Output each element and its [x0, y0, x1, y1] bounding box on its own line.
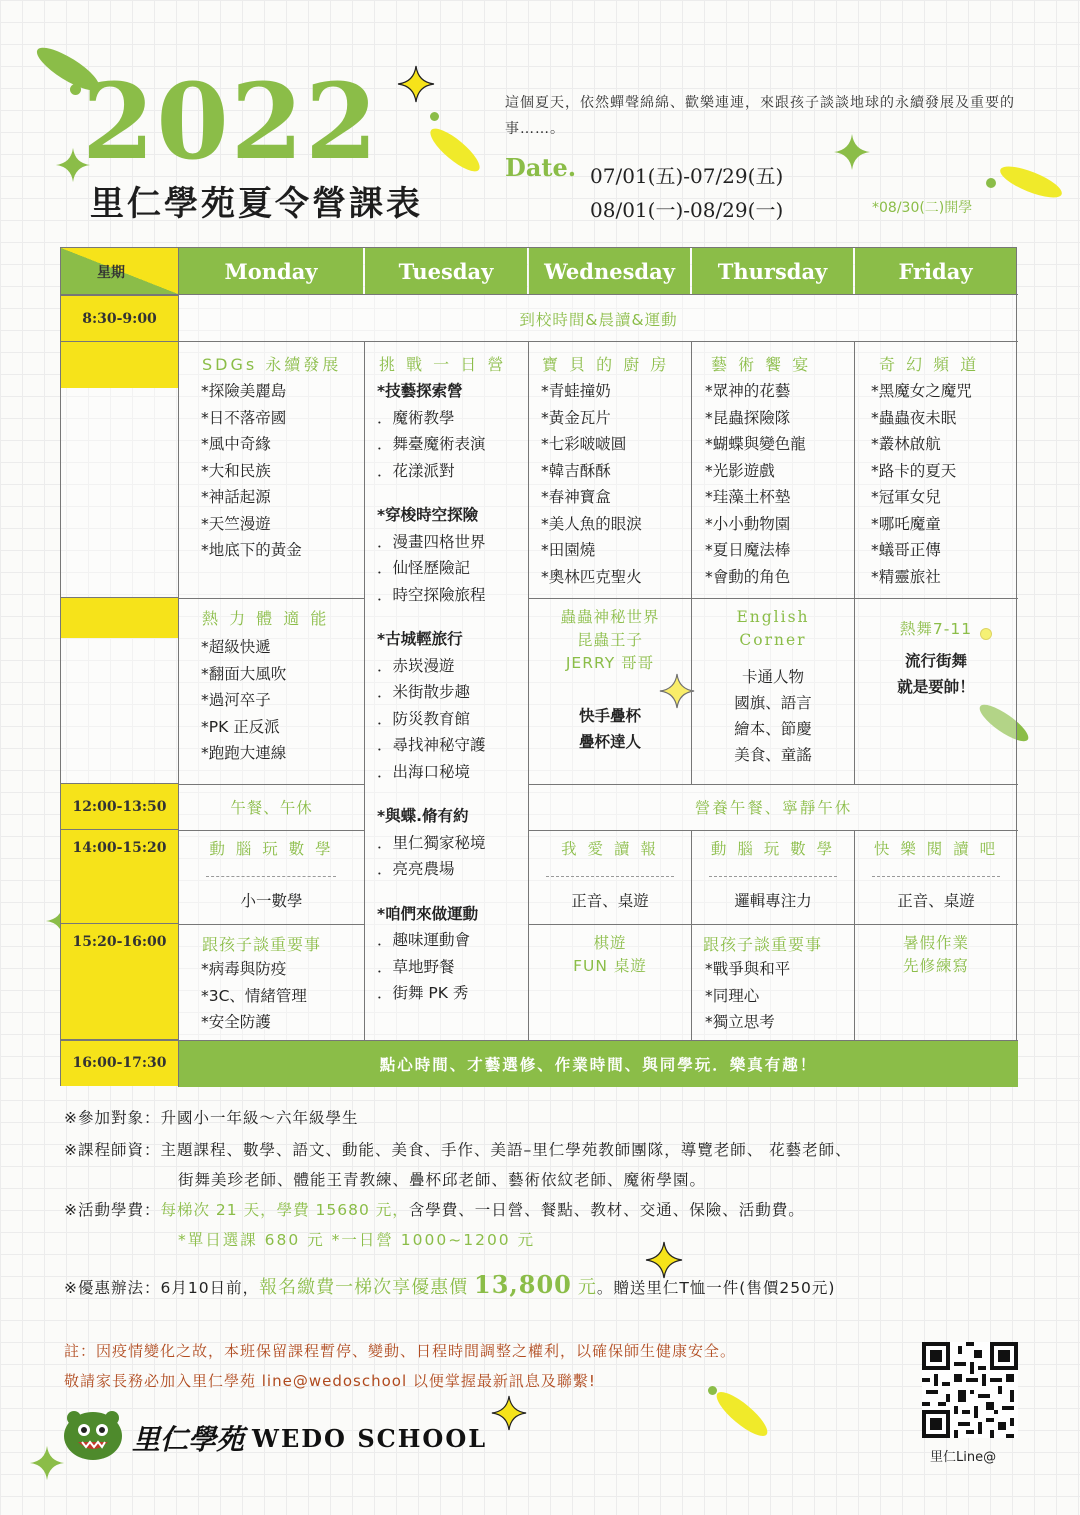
grid-line — [178, 784, 364, 785]
list-item: *冠軍女兒 — [871, 488, 941, 506]
thu-block4-title: 動 腦 玩 數 學 — [710, 840, 836, 858]
grid-line — [528, 830, 1018, 831]
fee-highlight: 每梯次 21 天，學費 15680 元， — [160, 1201, 409, 1219]
list-item: *地底下的黃金 — [201, 541, 302, 559]
fri-block5-title — [855, 932, 1017, 978]
mon-block5-title: 跟孩子談重要事 — [202, 935, 322, 954]
fri-block2-subject — [855, 648, 1017, 700]
list-item: 國旗、語言 — [734, 694, 812, 712]
list-item: *小小動物園 — [705, 514, 791, 533]
list-item: *同理心 — [705, 986, 760, 1005]
mon-block1-title: SDGs 永續發展 — [202, 355, 342, 374]
tue-title: 挑 戰 一 日 營 — [379, 355, 507, 374]
day-header-thursday: Thursday — [692, 248, 853, 294]
list-item: *叢林啟航 — [871, 435, 941, 453]
weekday-label: 星期 — [97, 265, 125, 281]
afternoon-activity: 點心時間、才藝選修、作業時間、與同學玩．樂真有趣！ — [379, 1056, 818, 1074]
list-item: *眾神的花藝 — [705, 382, 791, 400]
thu-block4-subject: 邏輯專注力 — [734, 892, 812, 910]
time-slot: 16:00-17:30 — [61, 1040, 178, 1086]
list-item: ．亮亮農場 — [377, 860, 455, 878]
list-item: ．防災教育館 — [377, 709, 471, 728]
fri-block4-subject: 正音、桌遊 — [897, 892, 975, 910]
mon-block5-list — [201, 956, 307, 1036]
list-item: *美人魚的眼淚 — [541, 514, 642, 533]
green-dot-decoration — [708, 1386, 717, 1395]
list-item: 卡通人物 — [741, 668, 804, 686]
list-item: *大和民族 — [201, 461, 271, 480]
thu-block5-list — [705, 956, 790, 1036]
tue-section-header: *與蝶.脩有約 — [377, 807, 469, 825]
tue-section-header: *穿梭時空探險 — [377, 506, 479, 524]
promo-unit: 元 — [577, 1277, 597, 1298]
wed-block5-title-line: FUN 桌遊 — [573, 957, 647, 975]
mascot-logo — [62, 1408, 124, 1462]
wide-lunch: 營養午餐、寧靜午休 — [694, 799, 853, 817]
wed-block4-subject: 正音、桌遊 — [571, 892, 649, 910]
mon-block2-list — [201, 634, 286, 767]
time-slot: 14:00-15:20 — [61, 830, 178, 924]
note-fee — [64, 1198, 805, 1220]
grid-line — [61, 294, 1018, 295]
day-header-tuesday: Tuesday — [365, 248, 527, 294]
tue-section-header: *咱們來做運動 — [377, 904, 479, 923]
promo-highlight: 報名繳費一梯次享優惠價 — [259, 1277, 469, 1298]
wed-block5-title — [529, 932, 691, 978]
grid-line — [854, 342, 855, 784]
list-item: *黃金瓦片 — [541, 408, 611, 427]
note-promo — [64, 1270, 835, 1299]
fri-block2-title: 熱舞7-11 — [899, 620, 973, 638]
fee-label: ※活動學費： — [64, 1201, 161, 1219]
dashed-divider — [206, 876, 336, 877]
fri-block1-list — [871, 378, 972, 590]
thu-block2-title-line: Corner — [739, 631, 807, 649]
list-item: ．草地野餐 — [377, 957, 455, 976]
arrival-activity: 到校時間&晨讀&運動 — [519, 311, 678, 329]
list-item: *天竺漫遊 — [201, 514, 271, 533]
sparkle-icon — [28, 1444, 66, 1482]
day-header-wednesday: Wednesday — [529, 248, 690, 294]
fee-detail: 含學費、一日營、餐點、教材、交通、保險、活動費。 — [408, 1201, 805, 1219]
list-item: *黑魔女之魔咒 — [871, 382, 972, 400]
green-dot-decoration — [430, 112, 439, 121]
sparkle-icon — [396, 64, 436, 104]
time-slot: 15:20-16:00 — [61, 924, 178, 1040]
weekday-corner-cell — [61, 248, 178, 294]
tue-section-header: *技藝探索營 — [377, 382, 463, 400]
grid-line — [178, 924, 364, 925]
tue-section-header: *古城輕旅行 — [377, 630, 463, 648]
list-item: *日不落帝國 — [201, 408, 287, 427]
list-item: *蝴蝶與變色龍 — [705, 435, 806, 453]
date-range-2: 08/01(一)-08/29(一) — [590, 198, 784, 222]
list-item: *過河卒子 — [201, 691, 271, 709]
thu-block5-title: 跟孩子談重要事 — [703, 935, 823, 954]
grid-line — [691, 830, 692, 1040]
afternoon-bar — [179, 1041, 1018, 1087]
sparkle-icon — [490, 1394, 528, 1432]
dashed-divider — [709, 876, 837, 877]
list-item: *探險美麗島 — [201, 382, 287, 400]
yellow-leaf-decoration — [425, 122, 485, 177]
list-item: *光影遊戲 — [705, 461, 775, 480]
brand-name-en: WEDO SCHOOL — [252, 1424, 488, 1453]
fri-block5-title-line: 先修練寫 — [902, 957, 969, 975]
time-slot: 12:00-13:50 — [61, 784, 178, 830]
list-item: ．里仁獨家秘境 — [377, 833, 486, 852]
warning-notice: 註：因疫情變化之故，本班保留課程暫停、變動、日程時間調整之權利，以確保師生健康安全。 — [64, 1342, 737, 1360]
list-item: ．花漾派對 — [377, 461, 455, 480]
list-item: ．出海口秘境 — [377, 762, 471, 781]
thu-block2-list — [692, 664, 854, 768]
list-item: ．街舞 PK 秀 — [377, 984, 469, 1002]
list-item: ．赤崁漫遊 — [377, 656, 455, 675]
qr-caption: 里仁Line@ — [930, 1450, 997, 1465]
wed-block1-list — [541, 378, 642, 590]
fri-block2-line: 就是要帥！ — [897, 678, 975, 696]
grid-line — [528, 598, 1018, 599]
list-item: ．趣味運動會 — [377, 931, 471, 949]
line-contact-notice: 敬請家長務必加入里仁學苑 line@wedoschool 以便掌握最新訊息及聯繫! — [64, 1372, 596, 1390]
grid-line — [178, 248, 179, 1087]
list-item: *3C、情緒管理 — [201, 986, 307, 1005]
grid-line — [178, 341, 1018, 342]
note-fee-options: *單日選課 680 元 *一日營 1000~1200 元 — [178, 1231, 536, 1249]
promo-price: 13,800 — [474, 1270, 572, 1299]
list-item: *跑跑大連線 — [201, 744, 287, 762]
grid-line — [364, 342, 365, 1040]
dashed-divider — [872, 876, 1000, 877]
time-slot: 8:30-9:00 — [61, 295, 178, 342]
dashed-divider — [546, 876, 674, 877]
list-item: *路卡的夏天 — [871, 461, 957, 480]
list-item: *韓吉酥酥 — [541, 461, 611, 480]
day-header-monday: Monday — [179, 248, 363, 294]
thu-block2-title-line: English — [736, 608, 810, 626]
line-qr-code[interactable] — [922, 1342, 1018, 1438]
note-teachers-cont: 街舞美珍老師、體能王青教練、疊杯邱老師、藝術依紋老師、魔術學園。 — [178, 1171, 707, 1189]
time-slot-highlight — [61, 598, 178, 638]
list-item: *蟻哥正傳 — [871, 541, 941, 559]
list-item: *珪藻土杯墊 — [705, 488, 791, 506]
mon-block4-title: 動 腦 玩 數 學 — [209, 840, 334, 858]
date-label: Date. — [505, 153, 577, 182]
school-start-note: *08/30(二)開學 — [872, 200, 973, 216]
grid-line — [528, 924, 1018, 925]
wed-block2-line: 快手疊杯 — [578, 707, 641, 725]
fri-block5-title-line: 暑假作業 — [902, 934, 969, 952]
list-item: *精靈旅社 — [871, 567, 941, 586]
green-dot-decoration — [70, 84, 81, 95]
schedule-table — [60, 247, 1017, 1086]
list-item: ．魔術教學 — [377, 408, 455, 427]
list-item: *青蛙撞奶 — [541, 382, 611, 400]
list-item: *獨立思考 — [705, 1013, 775, 1031]
grid-line — [178, 830, 364, 831]
grid-line — [528, 784, 1018, 785]
wed-block2-title — [529, 606, 691, 675]
list-item: ．仙怪歷險記 — [377, 559, 471, 577]
tue-list — [377, 378, 486, 1007]
list-item: *PK 正反派 — [201, 717, 280, 736]
list-item: *病毒與防疫 — [201, 960, 287, 978]
list-item: *超級快遞 — [201, 638, 271, 656]
wed-block4-title: 我 愛 讀 報 — [561, 840, 659, 858]
list-item: *戰爭與和平 — [705, 960, 791, 978]
list-item: *風中奇緣 — [201, 435, 271, 453]
brand-name-cn: 里仁學苑 — [132, 1423, 245, 1456]
wed-block2-title-line: JERRY 哥哥 — [565, 654, 655, 672]
list-item: *夏日魔法棒 — [705, 541, 791, 559]
list-item: 繪本、節慶 — [734, 720, 812, 738]
list-item: *安全防護 — [201, 1013, 271, 1031]
year-heading: 2022 — [82, 60, 380, 183]
list-item: *蟲蟲夜未眠 — [871, 408, 957, 427]
grid-line — [178, 598, 364, 599]
list-item: *神話起源 — [201, 488, 271, 506]
wed-block2-line: 疊杯達人 — [578, 733, 641, 751]
promo-label: ※優惠辦法：6月10日前， — [64, 1279, 260, 1297]
wed-block2-subject — [529, 703, 691, 755]
thu-block1-list — [705, 378, 806, 590]
list-item: *七彩啵啵圓 — [541, 435, 627, 453]
fri-block2-line: 流行街舞 — [904, 652, 967, 670]
list-item: *春神寶盒 — [541, 488, 611, 506]
list-item: *會動的角色 — [705, 567, 791, 586]
list-item: *翻面大風吹 — [201, 664, 287, 683]
yellow-leaf-decoration — [711, 1386, 773, 1442]
fri-block1-title: 奇 幻 頻 道 — [879, 355, 980, 374]
wed-block1-title: 寶 貝 的 廚 房 — [542, 355, 670, 374]
list-item: *哪吒魔童 — [871, 514, 941, 533]
yellow-leaf-decoration — [997, 160, 1066, 203]
thu-block1-title: 藝 術 饗 宴 — [711, 355, 812, 374]
wed-block2-title-line: 蟲蟲神秘世界 — [560, 608, 660, 626]
list-item: ．時空探險旅程 — [377, 585, 486, 604]
time-slot-highlight — [61, 342, 178, 388]
date-range-1: 07/01(五)-07/29(五) — [590, 164, 784, 188]
mon-lunch: 午餐、午休 — [230, 799, 313, 817]
list-item: ．舞臺魔術表演 — [377, 435, 486, 453]
list-item: *昆蟲探險隊 — [705, 408, 791, 427]
wed-block2-title-line: 昆蟲王子 — [576, 631, 643, 649]
fri-block4-title: 快 樂 閱 讀 吧 — [873, 840, 999, 858]
list-item: ．漫畫四格世界 — [377, 532, 486, 551]
intro-text: 這個夏天，依然蟬聲綿綿、歡樂連連，來跟孩子談談地球的永續發展及重要的事……。 — [505, 95, 1015, 137]
mon-block1-list — [201, 378, 302, 564]
mon-block2-title: 熱 力 體 適 能 — [202, 609, 330, 628]
promo-detail: 。贈送里仁T恤一件(售價250元) — [596, 1279, 836, 1297]
list-item: *田園燒 — [541, 541, 596, 559]
note-target: ※參加對象：升國小一年級～六年級學生 — [64, 1109, 359, 1127]
list-item: ．米街散步趣 — [377, 683, 471, 701]
page-title: 里仁學苑夏令營課表 — [90, 184, 423, 224]
thu-block2-title — [692, 606, 854, 652]
wed-block5-title-line: 棋遊 — [593, 934, 627, 952]
list-item: ．尋找神秘守護 — [377, 736, 486, 754]
list-item: *奧林匹克聖火 — [541, 567, 642, 586]
mon-block4-subject: 小一數學 — [240, 892, 303, 910]
list-item: 美食、童謠 — [734, 746, 812, 764]
green-dot-decoration — [986, 178, 996, 188]
day-header-friday: Friday — [855, 248, 1016, 294]
note-teachers: ※課程師資：主題課程、數學、語文、動能、美食、手作、美語–里仁學苑教師團隊，導覽老師、 花藝老師、 — [64, 1141, 852, 1159]
